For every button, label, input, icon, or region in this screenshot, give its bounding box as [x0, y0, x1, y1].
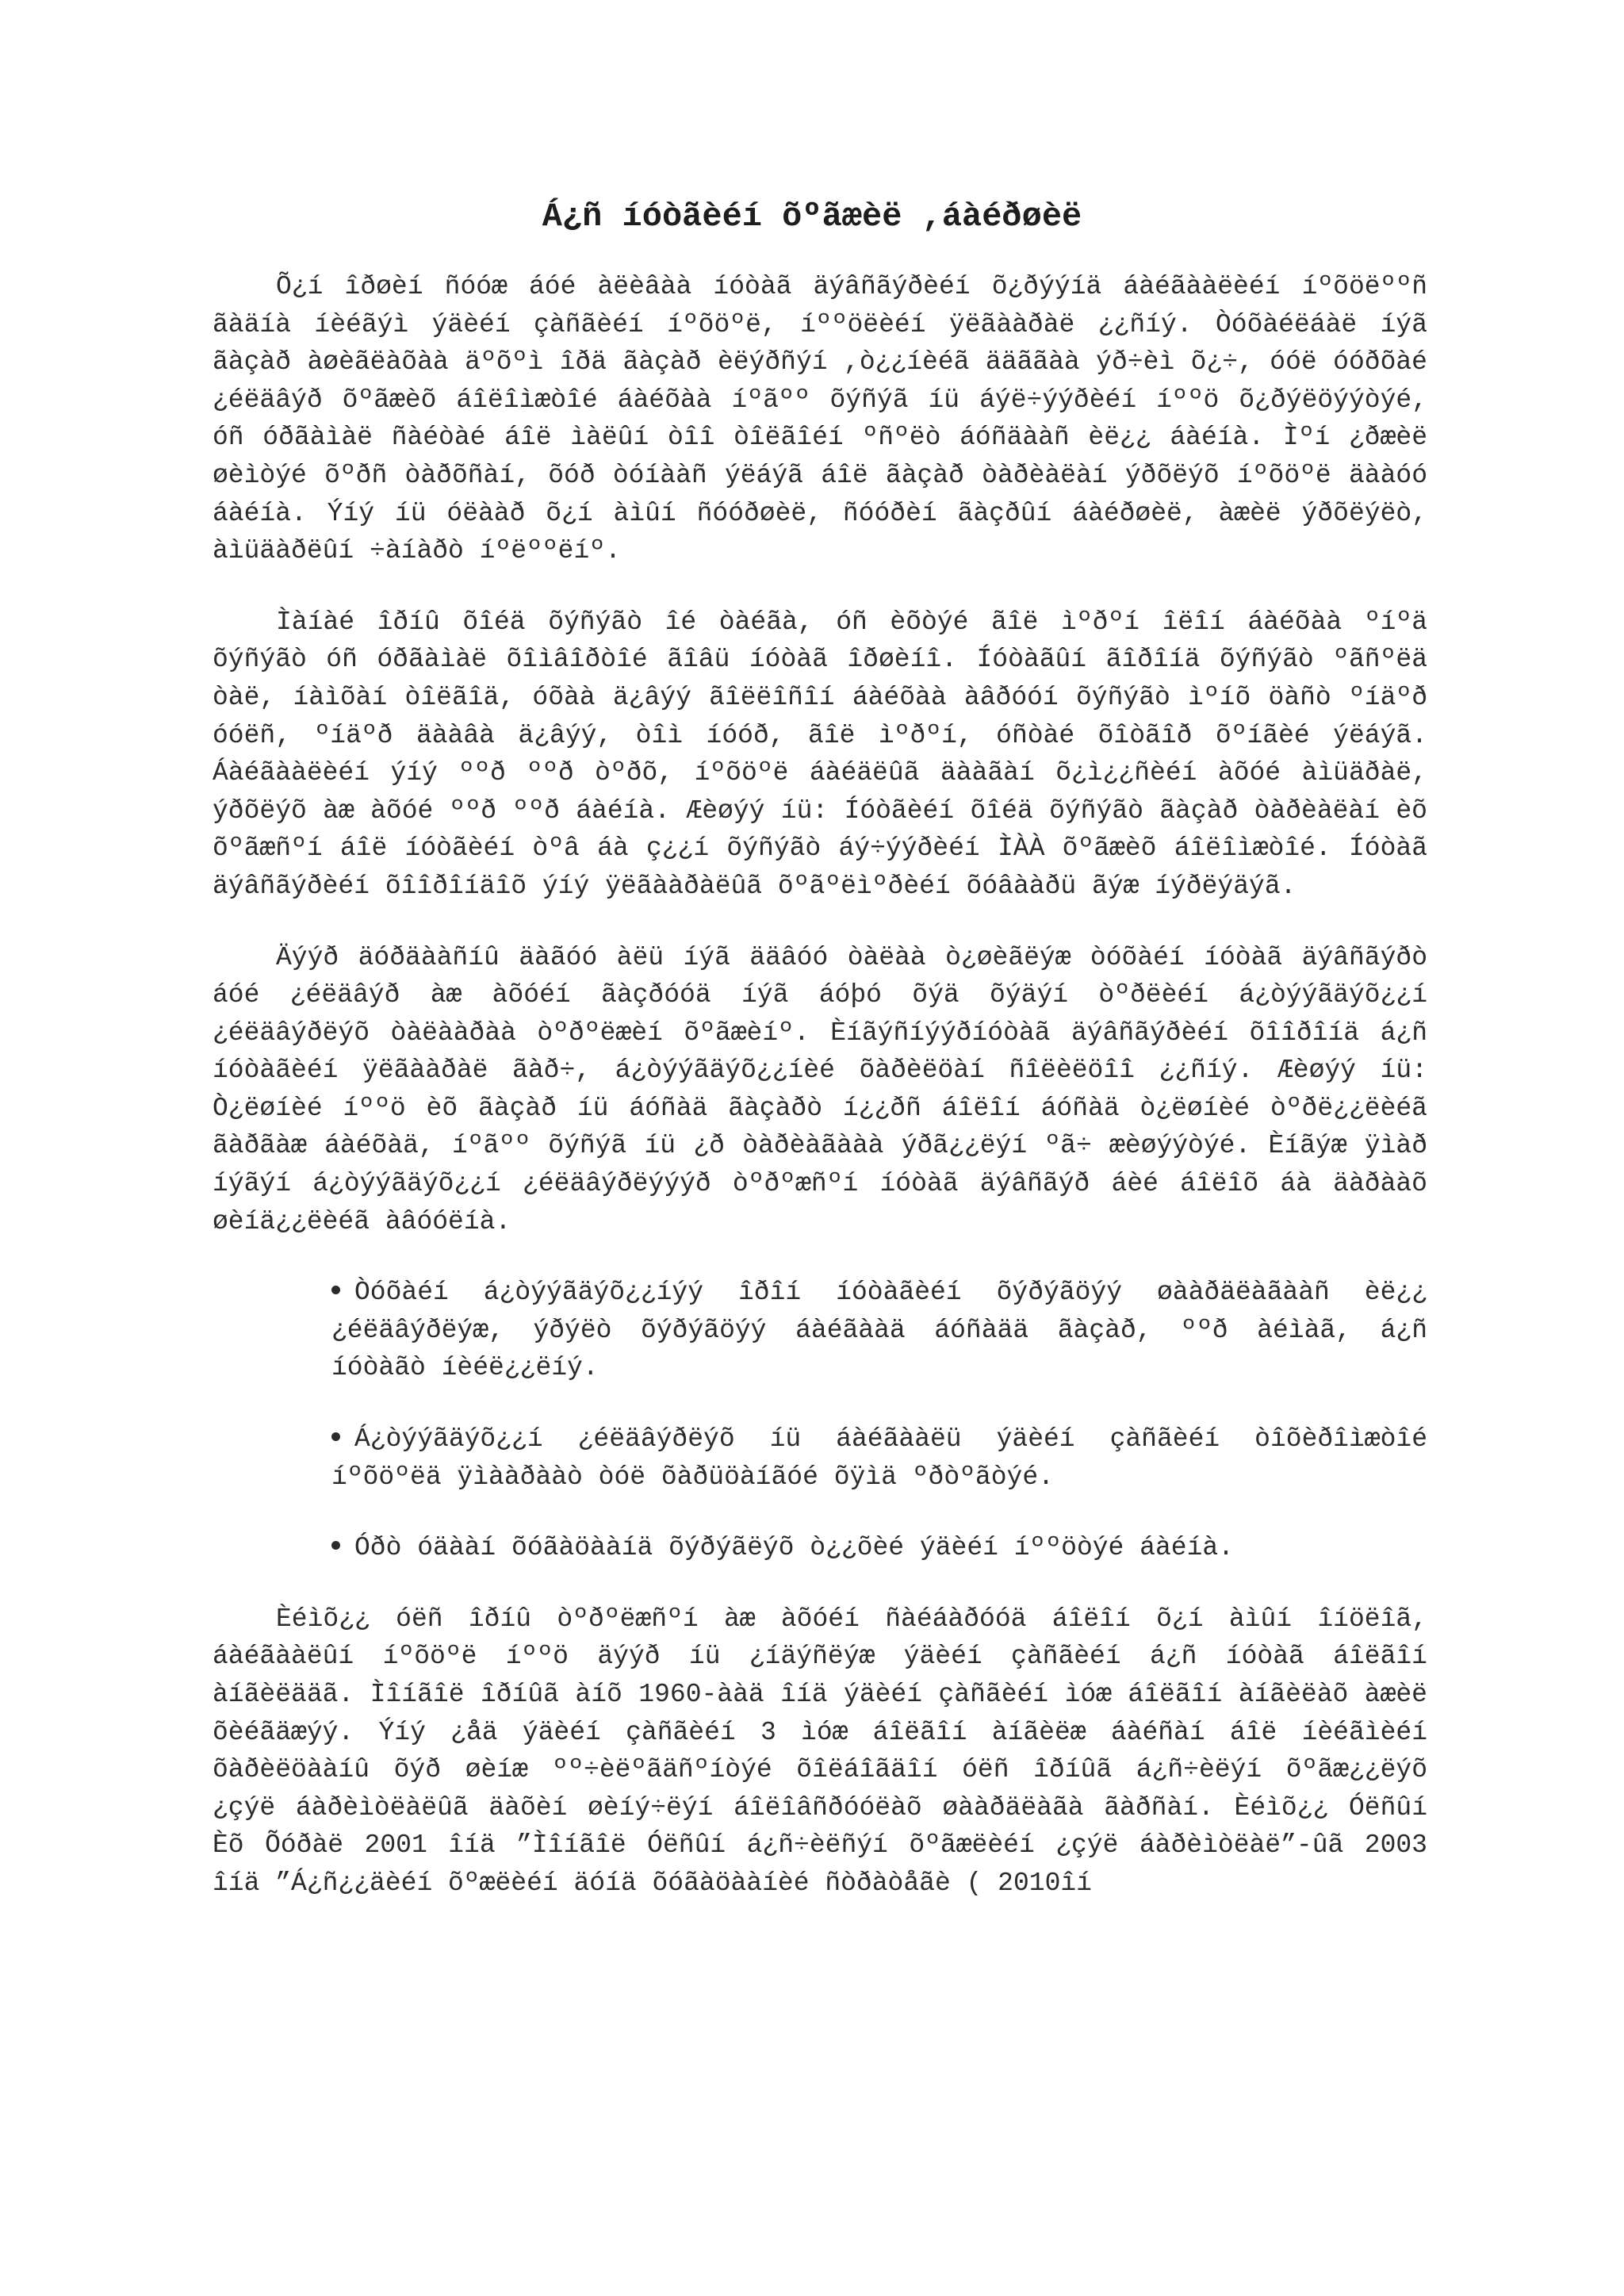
document-body: [213, 268, 1427, 1936]
paragraph-2: Ìàíàé îðíû õîéä õýñýãò îé òàéãà, óñ èõòýé ãîë ìºðºí îëîí áàéõàà ºíºä õýñýãò óñ óðãàìàë õîìâîðòîé ãîâü íóòàã îðøèíî. Íóòàãûí ãîðîíä õýñýãò ºãñºëä òàë, íàìõàí òîëãîä, óõàà ä¿âýý ãîëëîñîí áàéõàà àâðóóí õýñýãò ìºíõ öàñò ºíäºð óóëñ, ºíäºð äààâà ä¿âýý, òîì íóóð, ãîë ìºðºí, óñòàé õîòãîð õºíãèé ýëáýã. Áàéãààëèéí ýíý ººð ººð òºðõ, íºõöºë áàéäëûã äààãàí õ¿ì¿¿ñèéí àõóé àìüäðàë, ýðõëýõ àæ àõóé ººð ººð áàéíà. Æèøýý íü: Íóòãèéí õîéä õýñýãò ãàçàð òàðèàëàí èõ õºãæñºí áîë íóòãèéí òºâ áà ç¿¿í õýñýãò áý÷ýýðèéí ÌÀÀ õºãæèõ áîëîìæòîé. Íóòàã äýâñãýðèéí õîîðîíäîõ ýíý ÿëãààðàëûã õºãºëìºðèéí õóâààðü ãýæ íýðëýäýã.: [213, 607, 1427, 901]
bullet-icon: [331, 1286, 340, 1294]
bullet-text-1: Òóõàéí á¿òýýãäýõ¿¿íýý îðîí íóòàãèéí õýðýãöýý øààðäëàãààñ èë¿¿ ¿éëäâýðëýæ, ýðýëò õýðýãöýý áàéãààä áóñàää ãàçàð, ººð àéìàã, á¿ñ íóòàãò íèéë¿¿ëíý.: [331, 1278, 1427, 1383]
paragraph-3: Äýýð äóðäààñíû äàãóó àëü íýã ääâóó òàëàà ò¿øèãëýæ òóõàéí íóòàã äýâñãýðò áóé ¿éëäâýð àæ àõóéí ãàçðóóä íýã áóþó õýä õýäýí òºðëèéí á¿òýýãäýõ¿¿í ¿éëäâýðëýõ òàëààðàà òºðºëæèí õºãæèíº. Èíãýñíýýðíóòàã äýâñãýðèéí õîîðîíä á¿ñ íóòàãèéí ÿëãààðàë ãàð÷, á¿òýýãäýõ¿¿íèé õàðèëöàí ñîëèëöîî ¿¿ñíý. Æèøýý íü: Ò¿ëøíèé íººö èõ ãàçàð íü áóñàä ãàçàðò í¿¿ðñ áîëîí áóñàä ò¿ëøíèé òºðë¿¿ëèéã ãàðãàæ áàéõàä, íºãºº õýñýã íü ¿ð òàðèàãààà ýðã¿¿ëýí ºã÷ æèøýýòýé. Èíãýæ ÿìàð íýãýí á¿òýýãäýõ¿¿í ¿éëäâýðëýýýð òºðºæñºí íóòàã äýâñãýð áèé áîëîõ áà äàðààõ øèíä¿¿ëèéã àâóóëíà.: [213, 942, 1427, 1236]
bullet-icon: [331, 1432, 340, 1441]
bullet-list: [213, 1274, 1427, 1567]
bullet-text-3: Óðò óäààí õóãàöààíä õýðýãëýõ ò¿¿õèé ýäèéí íººöòýé áàéíà.: [354, 1533, 1234, 1563]
bullet-text-2: Á¿òýýãäýõ¿¿í ¿éëäâýðëýõ íü áàéãààëü ýäèéí çàñãèéí òîõèðîìæòîé íºõöºëä ÿìààðààò òóë õàðüöàíãóé õÿìä ºðòºãòýé.: [331, 1424, 1427, 1492]
paragraph-1: Õ¿í îðøèí ñóóæ áóé àëèâàà íóòàã äýâñãýðèéí õ¿ðýýíä áàéãààëèéí íºõöëººñ ãàäíà íèéãýì ýäèéí çàñãèéí íºõöºë, íººöëèéí ÿëãààðàë ¿¿ñíý. Òóõàéëáàë íýã ãàçàð àøèãëàõàà äºõºì îðä ãàçàð èëýðñýí ,ò¿¿íèéã ääããàà ýð÷èì õ¿÷, óóë óóðõàé ¿éëäâýð õºãæèõ áîëîìæòîé áàéõàà íºãºº õýñýã íü áýë÷ýýðèéí íººö õ¿ðýëöýýòýé, óñ óðãàìàë ñàéòàé áîë ìàëûí òîî òîëãîéí ºñºëò áóñäààñ èë¿¿ áàéíà. Ìºí ¿ðæèë øèìòýé õºðñ òàðõñàí, õóð òóíààñ ýëáýã áîë ãàçàð òàðèàëàí ýðõëýõ íºõöºë äààóó áàéíà. Ýíý íü óëààð õ¿í àìûí ñóóðøèë, ñóóðèí ãàçðûí áàéðøèë, àæèë ýðõëýëò, àìüäàðëûí ÷àíàðò íºëººëíº.: [213, 272, 1427, 566]
paragraph-4: Èéìõ¿¿ óëñ îðíû òºðºëæñºí àæ àõóéí ñàéáàðóóä áîëîí õ¿í àìûí îíöëîã, áàéãààëûí íºõöºë íººö äýýð íü ¿íäýñëýæ ýäèéí çàñãèéí á¿ñ íóòàã áîëãîí àíãèëääã. Ìîíãîë îðíûã àíõ 1960-ààä îíä ýäèéí çàñãèéí ìóæ áîëãîí àíãèëàõ àæèë õèéãäæýý. Ýíý ¿åä ýäèéí çàñãèéí 3 ìóæ áîëãîí àíãèëæ áàéñàí áîë íèéãìèéí õàðèëöààíû õýð øèíæ ºº÷èëºãäñºíòýé õîëáîãäîí óëñ îðíûã á¿ñ÷èëýí õºãæ¿¿ëýõ ¿çýë áàðèìòëàëûã äàõèí øèíý÷ëýí áîëîâñðóóëàõ øààðäëàãà ãàðñàí. Èéìõ¿¿ Óëñûí Èõ Õóðàë 2001 îíä ”Ìîíãîë Óëñûí á¿ñ÷èëñýí õºãæëèéí ¿çýë áàðèìòëàë”-ûã 2003 îíä ”Á¿ñ¿¿äèéí õºæëèéí äóíä õóãàöààíèé ñòðàòåãè ( 2010îí: [213, 1604, 1427, 1898]
document-title: Á¿ñ íóòãèéí õºãæèë ,áàéðøèë: [542, 197, 1082, 236]
bullet-icon: [331, 1541, 340, 1550]
bullet-item-1: [331, 1274, 1427, 1387]
bullet-item-2: [331, 1420, 1427, 1496]
bullet-item-3: [331, 1529, 1427, 1567]
